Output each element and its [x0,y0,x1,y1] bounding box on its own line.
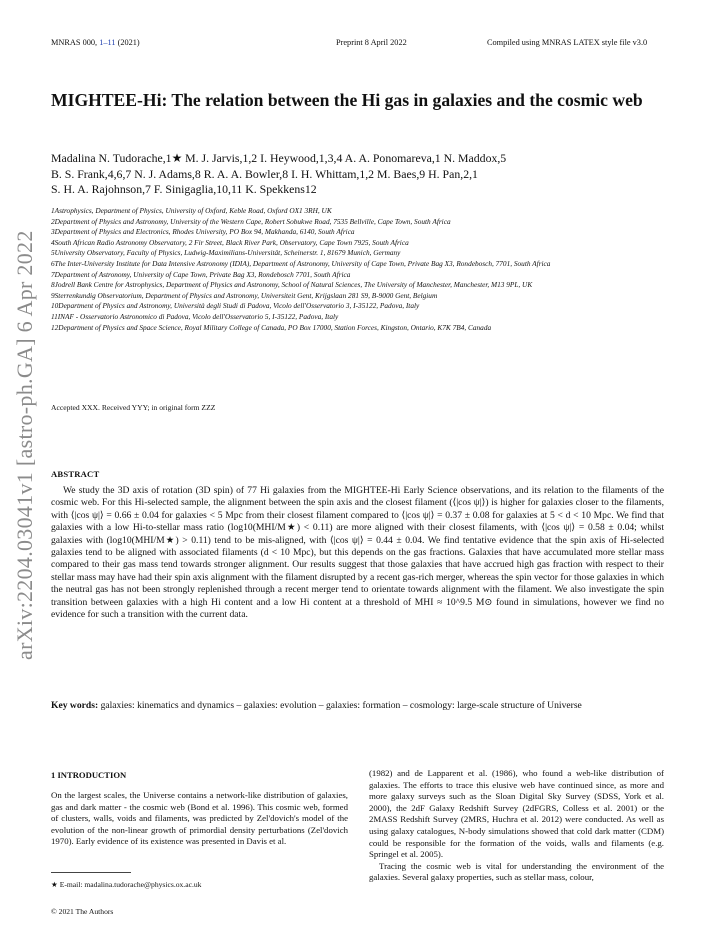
affiliation: 11INAF - Osservatorio Astronomico di Padova, Vicolo dell'Osservatorio 5, I-35122, Padova, Italy [51,311,339,321]
email-footnote: ★ E-mail: madalina.tudorache@physics.ox.ac.uk [51,880,202,889]
journal-pages-link[interactable]: 1–11 [99,38,116,47]
abstract-heading: ABSTRACT [51,469,100,479]
affiliation: 9Sterrenkundig Observatorium, Department of Physics and Astronomy, Universiteit Gent, Krijgslaan 281 S9, B-9000 Gent, Belgium [51,290,438,300]
affiliation: 10Department of Physics and Astronomy, Università degli Studi di Padova, Vicolo dell'Osservatorio 3, I-35122, Padova, Italy [51,301,420,311]
compiled-note: Compiled using MNRAS LATEX style file v3.0 [487,38,648,47]
intro-column-right [369,768,664,884]
affiliation: 6The Inter-University Institute for Data Intensive Astronomy (IDIA), Department of Astronomy, University of Cape Town, Private Bag X3, Rondebosch, 7701, South Africa [51,258,551,268]
author-list [51,151,671,198]
author-line-3: S. H. A. Rajohnson,7 F. Sinigaglia,10,11 K. Spekkens12 [51,182,317,196]
paper-title: MIGHTEE-Hi: The relation between the Hi gas in galaxies and the cosmic web [51,90,643,110]
intro-paragraph: Tracing the cosmic web is vital for understanding the environment of the galaxies. Several galaxy properties, such as stellar mass, colour, [369,860,664,883]
intro-column-left: On the largest scales, the Universe contains a network-like distribution of galaxies, gas and dark matter - the cosmic web (Bond et al. 1996). This cosmic web, formed of clusters, walls, voids and filaments, was predicted by Zel'dovich's model of the evolution of the non-linear growth of primordial density perturbations (Zel'dovich 1970). Early evidence of its existence was presented in Davis et al. [51,790,348,847]
preprint-date: Preprint 8 April 2022 [336,38,407,47]
affiliation: 4South African Radio Astronomy Observatory, 2 Fir Street, Black River Park, Observatory, Cape Town 7925, South Africa [51,237,409,247]
abstract-text: We study the 3D axis of rotation (3D spin) of 77 Hi galaxies from the MIGHTEE-Hi Early Science observations, and its relation to the filaments of the cosmic web. For this Hi-selected sample, the alignment between the spin axis and the closest filament (⟨|cos ψ|⟩) is higher for galaxies closer to the filaments, with ⟨|cos ψ|⟩ = 0.66 ± 0.04 for galaxies < 5 Mpc from their closest filament compared to ⟨|cos ψ|⟩ = 0.37 ± 0.08 for galaxies at 5 < d < 10 Mpc. We find that galaxies with a low Hi-to-stellar mass ratio (log10(MHI/M★) < 0.11) are more aligned with their closest filaments, with ⟨|cos ψ|⟩ = 0.58 ± 0.04; whilst galaxies with (log10(MHI/M★) > 0.11) tend to be mis-aligned, with ⟨|cos ψ|⟩ = 0.44 ± 0.04. We find tentative evidence that the spin axis of Hi-selected galaxies tend to be aligned with associated filaments (d < 10 Mpc), but this depends on the gas fractions. Galaxies that have accumulated more stellar mass compared to their gas mass tend towards stronger alignment. Our results suggest that those galaxies that have accrued high gas fraction with respect to their stellar mass may have had their spin axis alignment with the filament disrupted by a recent gas-rich merger, whereas the spin vector for those galaxies in which the neutral gas has not been strongly replenished through a recent merger tend to orientate towards alignment with the filament. We also investigate the spin transition between galaxies with a high Hi content and a low Hi content at a threshold of MHI ≈ 10^9.5 M⊙ found in simulations, however we find no evidence for such a transition with the current data. [51,485,664,621]
journal-citation: MNRAS 000, 1–11 (2021) [51,38,140,47]
author-line-2: B. S. Frank,4,6,7 N. J. Adams,8 R. A. A. Bowler,8 I. H. Whittam,1,2 M. Baes,9 H. Pan,2,1 [51,166,478,181]
affiliation: 8Jodrell Bank Centre for Astrophysics, Department of Physics and Astronomy, School of Natural Sciences, The University of Manchester, Manchester, M13 9PL, UK [51,280,533,290]
keywords [51,700,664,712]
accepted-note: Accepted XXX. Received YYY; in original form ZZZ [51,403,216,412]
footnote-rule [51,872,131,873]
keywords-label: Key words: [51,700,99,711]
arxiv-stamp: arXiv:2204.03041v1 [astro-ph.GA] 6 Apr 2022 [12,230,37,660]
intro-paragraph: (1982) and de Lapparent et al. (1986), who found a web-like distribution of galaxies. The efforts to trace this elusive web have continued since, as more and more galaxy surveys such as the Sloan Digital Sky Survey (SDSS, York et al. 2000), the 2dF Galaxy Redshift Survey (2dFGRS, Colless et al. 2001) or the 2MASS Redshift Survey (2MRS, Huchra et al. 2012) were conducted. As well as using galaxy catalogues, N-body simulations showed that cold dark matter (CDM) could be responsible for the formation of the voids, walls and filaments (e.g. Springel et al. 2005). [369,768,664,860]
affiliation: 3Department of Physics and Electronics, Rhodes University, PO Box 94, Makhanda, 6140, South Africa [51,227,355,237]
copyright-notice: © 2021 The Authors [51,907,114,916]
section-heading-introduction: 1 INTRODUCTION [51,770,127,780]
affiliation: 7Department of Astronomy, University of Cape Town, Private Bag X3, Rondebosch 7701, South Africa [51,269,351,279]
affiliation-list [51,206,671,333]
author-line-1: Madalina N. Tudorache,1★ M. J. Jarvis,1,2 I. Heywood,1,3,4 A. A. Ponomareva,1 N. Maddox,5 [51,151,507,165]
affiliation: 12Department of Physics and Space Science, Royal Military College of Canada, PO Box 17000, Station Forces, Kingston, Ontario, K7K 7B4, Canada [51,322,492,332]
affiliation: 5University Observatory, Faculty of Physics, Ludwig-Maximilians-Universität, Scheinerstr. 1, 81679 Munich, Germany [51,248,401,258]
affiliation: 2Department of Physics and Astronomy, University of the Western Cape, Robert Sobukwe Road, 7535 Bellville, Cape Town, South Africa [51,216,451,226]
keywords-text: galaxies: kinematics and dynamics – galaxies: evolution – galaxies: formation – cosmology: large-scale structure of Universe [100,700,582,711]
affiliation: 1Astrophysics, Department of Physics, University of Oxford, Keble Road, Oxford OX1 3RH, UK [51,206,332,215]
